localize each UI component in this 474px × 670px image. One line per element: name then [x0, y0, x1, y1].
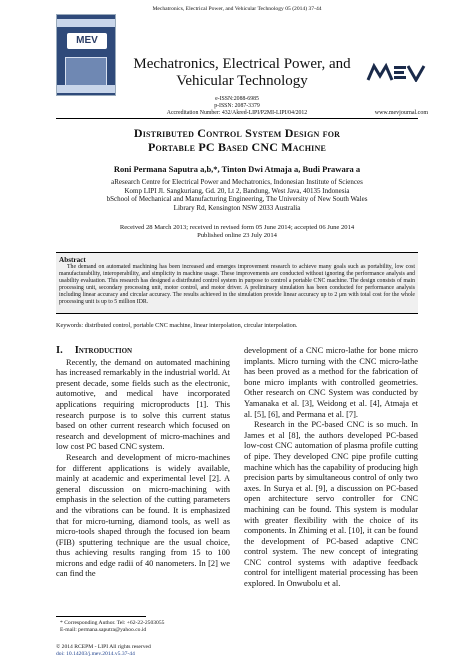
affiliation-line: bSchool of Mechanical and Manufacturing Engineering, The University of New South Wales — [106, 195, 368, 203]
author-email[interactable]: E-mail: permana.saputra@yahoo.co.id — [60, 627, 147, 633]
doi-link[interactable]: doi: 10.14203/j.mev.2014.v5.37-44 — [56, 651, 135, 657]
article-dates — [0, 224, 474, 240]
left-column — [56, 346, 230, 580]
corresponding-author: * Corresponding Author. Tel: +62-22-2503055 — [60, 620, 165, 626]
header-rule — [56, 118, 418, 119]
affiliation-line: aResearch Centre for Electrical Power and Mechatronics, Indonesian Institute of Sciences — [111, 178, 363, 186]
affiliation-line: Library Rd, Kensington NSW 2033 Australia — [173, 203, 301, 212]
abstract-box — [56, 252, 418, 314]
running-header: Mechatronics, Electrical Power, and Vehicular Technology 05 (2014) 37-44 — [152, 6, 322, 12]
affiliations — [0, 178, 474, 212]
author-list: Roni Permana Saputra a,b,*, Tinton Dwi Atmaja a, Budi Prawara a — [113, 164, 361, 174]
published-date: Published online 23 July 2014 — [197, 232, 277, 239]
body-paragraph: Research and development of micro-machines for different applications is widely available, mainly at academic and experimental level [2]. A general discussion on micro-machining with emphasis in the selection of the cutting parameters and the vibrations can be found. It is emphasized that for micro-turning, diamond tools, as well as micro-tools shaped through the focused ion beam (FIB) sputtering technique are the usual choice, thus achieving results ranging from 15 to 100 microns and edge radii of 40 nanometers. In [2] we can find the — [56, 452, 230, 579]
footnote-rule — [56, 616, 146, 617]
journal-cover-image — [56, 14, 116, 96]
copyright-line: © 2014 RCEPM - LIPI All rights reserved — [56, 644, 151, 650]
copyright — [56, 644, 151, 658]
e-issn: e-ISSN:2088-6985 — [215, 96, 259, 102]
journal-website-link[interactable]: www.mevjournal.com — [374, 110, 428, 116]
section-number: I. — [56, 345, 63, 356]
body-paragraph: Recently, the demand on automated machining has increased remarkably in the industrial world. At present decade, some fields such as the electronic, automotive, and medical have incorporated applications requiring microproducts [1]. This research purpose is to solve this current status based on other current research which focused on research and development of micro-machines and low cost PC based CNC system. — [56, 357, 230, 452]
abstract-body: The demand on automated machining has been increased and emerges improvement research to achieve many goals such as portability, low cost manufacturability, interoperability, and simplicity in machine usage. These improvements are conducted without ignoring the performance analysis and usability evaluation. This research has designed a distributed control system in purpose to control a portable CNC machine. The design consists of main processing unit, secondary processing unit, motor control, and motor driver. A preliminary simulation has been conducted for performance analysis including linear accuracy and circular accuracy. The results achieved in the simulation provide linear accuracy up to 2 μm with total cost for the whole processing unit is up to 5 million IDR. — [59, 264, 415, 305]
body-paragraph: Research in the PC-based CNC is so much. In James et al [8], the authors developed PC-based low-cost CNC automation of plasma profile cutting of pipe. They developed CNC pipe profile cutting machine which has the capability of producing high precision parts by simultaneous control of only two axes. In Surya et al. [9], a discussion on PC-based open architecture servo controller for CNC machining can be found. This system is modular with greater flexibility with the choice of its components. In Zhiming et al. [10], it can be found the development of PC-based adaptive CNC control system. The new concept of integrating CNC control systems with adaptive feedback control for intelligent material processing has been explored. In Onwubolu et al. — [244, 420, 418, 589]
cover-logo: MEV — [67, 33, 107, 49]
mev-logo — [366, 62, 428, 82]
p-issn: p-ISSN: 2087-3379 — [214, 103, 260, 109]
body-paragraph: development of a CNC micro-lathe for bone micro implants. Micro turning with the CNC micro-lathe has been proved as a method for the fabrication of bone micro implants with controlled geometries. Other research on CNC System was conducted by Yamanaka et al. [3], Weidong et al. [4], Atmaja et al. [5], [6], and Permana et al. [7]. — [244, 346, 418, 419]
right-column — [244, 346, 418, 590]
accreditation: Accreditation Number: 432/Akred-LIPI/P2MI-LIPI/04/2012 — [166, 110, 308, 116]
section-heading — [56, 346, 230, 357]
article-title-line: Distributed Control System Design for — [133, 126, 341, 140]
article-title — [0, 126, 474, 154]
article-title-line: Portable PC Based CNC Machine — [147, 140, 327, 154]
abstract-heading: Abstract — [59, 256, 86, 264]
keywords: Keywords: distributed control, portable CNC machine, linear interpolation, circular interpolation. — [56, 322, 298, 329]
received-dates: Received 28 March 2013; received in revised form 05 June 2014; accepted 06 June 2014 — [119, 224, 355, 231]
section-title: Introduction — [74, 345, 133, 356]
journal-title: Mechatronics, Electrical Power, and Vehicular Technology — [133, 56, 351, 89]
affiliation-line: Komp LIPI Jl. Sangkuriang, Gd. 20, Lt 2, Bandung, West Java, 40135 Indonesia — [124, 186, 350, 195]
footnote — [60, 620, 164, 634]
